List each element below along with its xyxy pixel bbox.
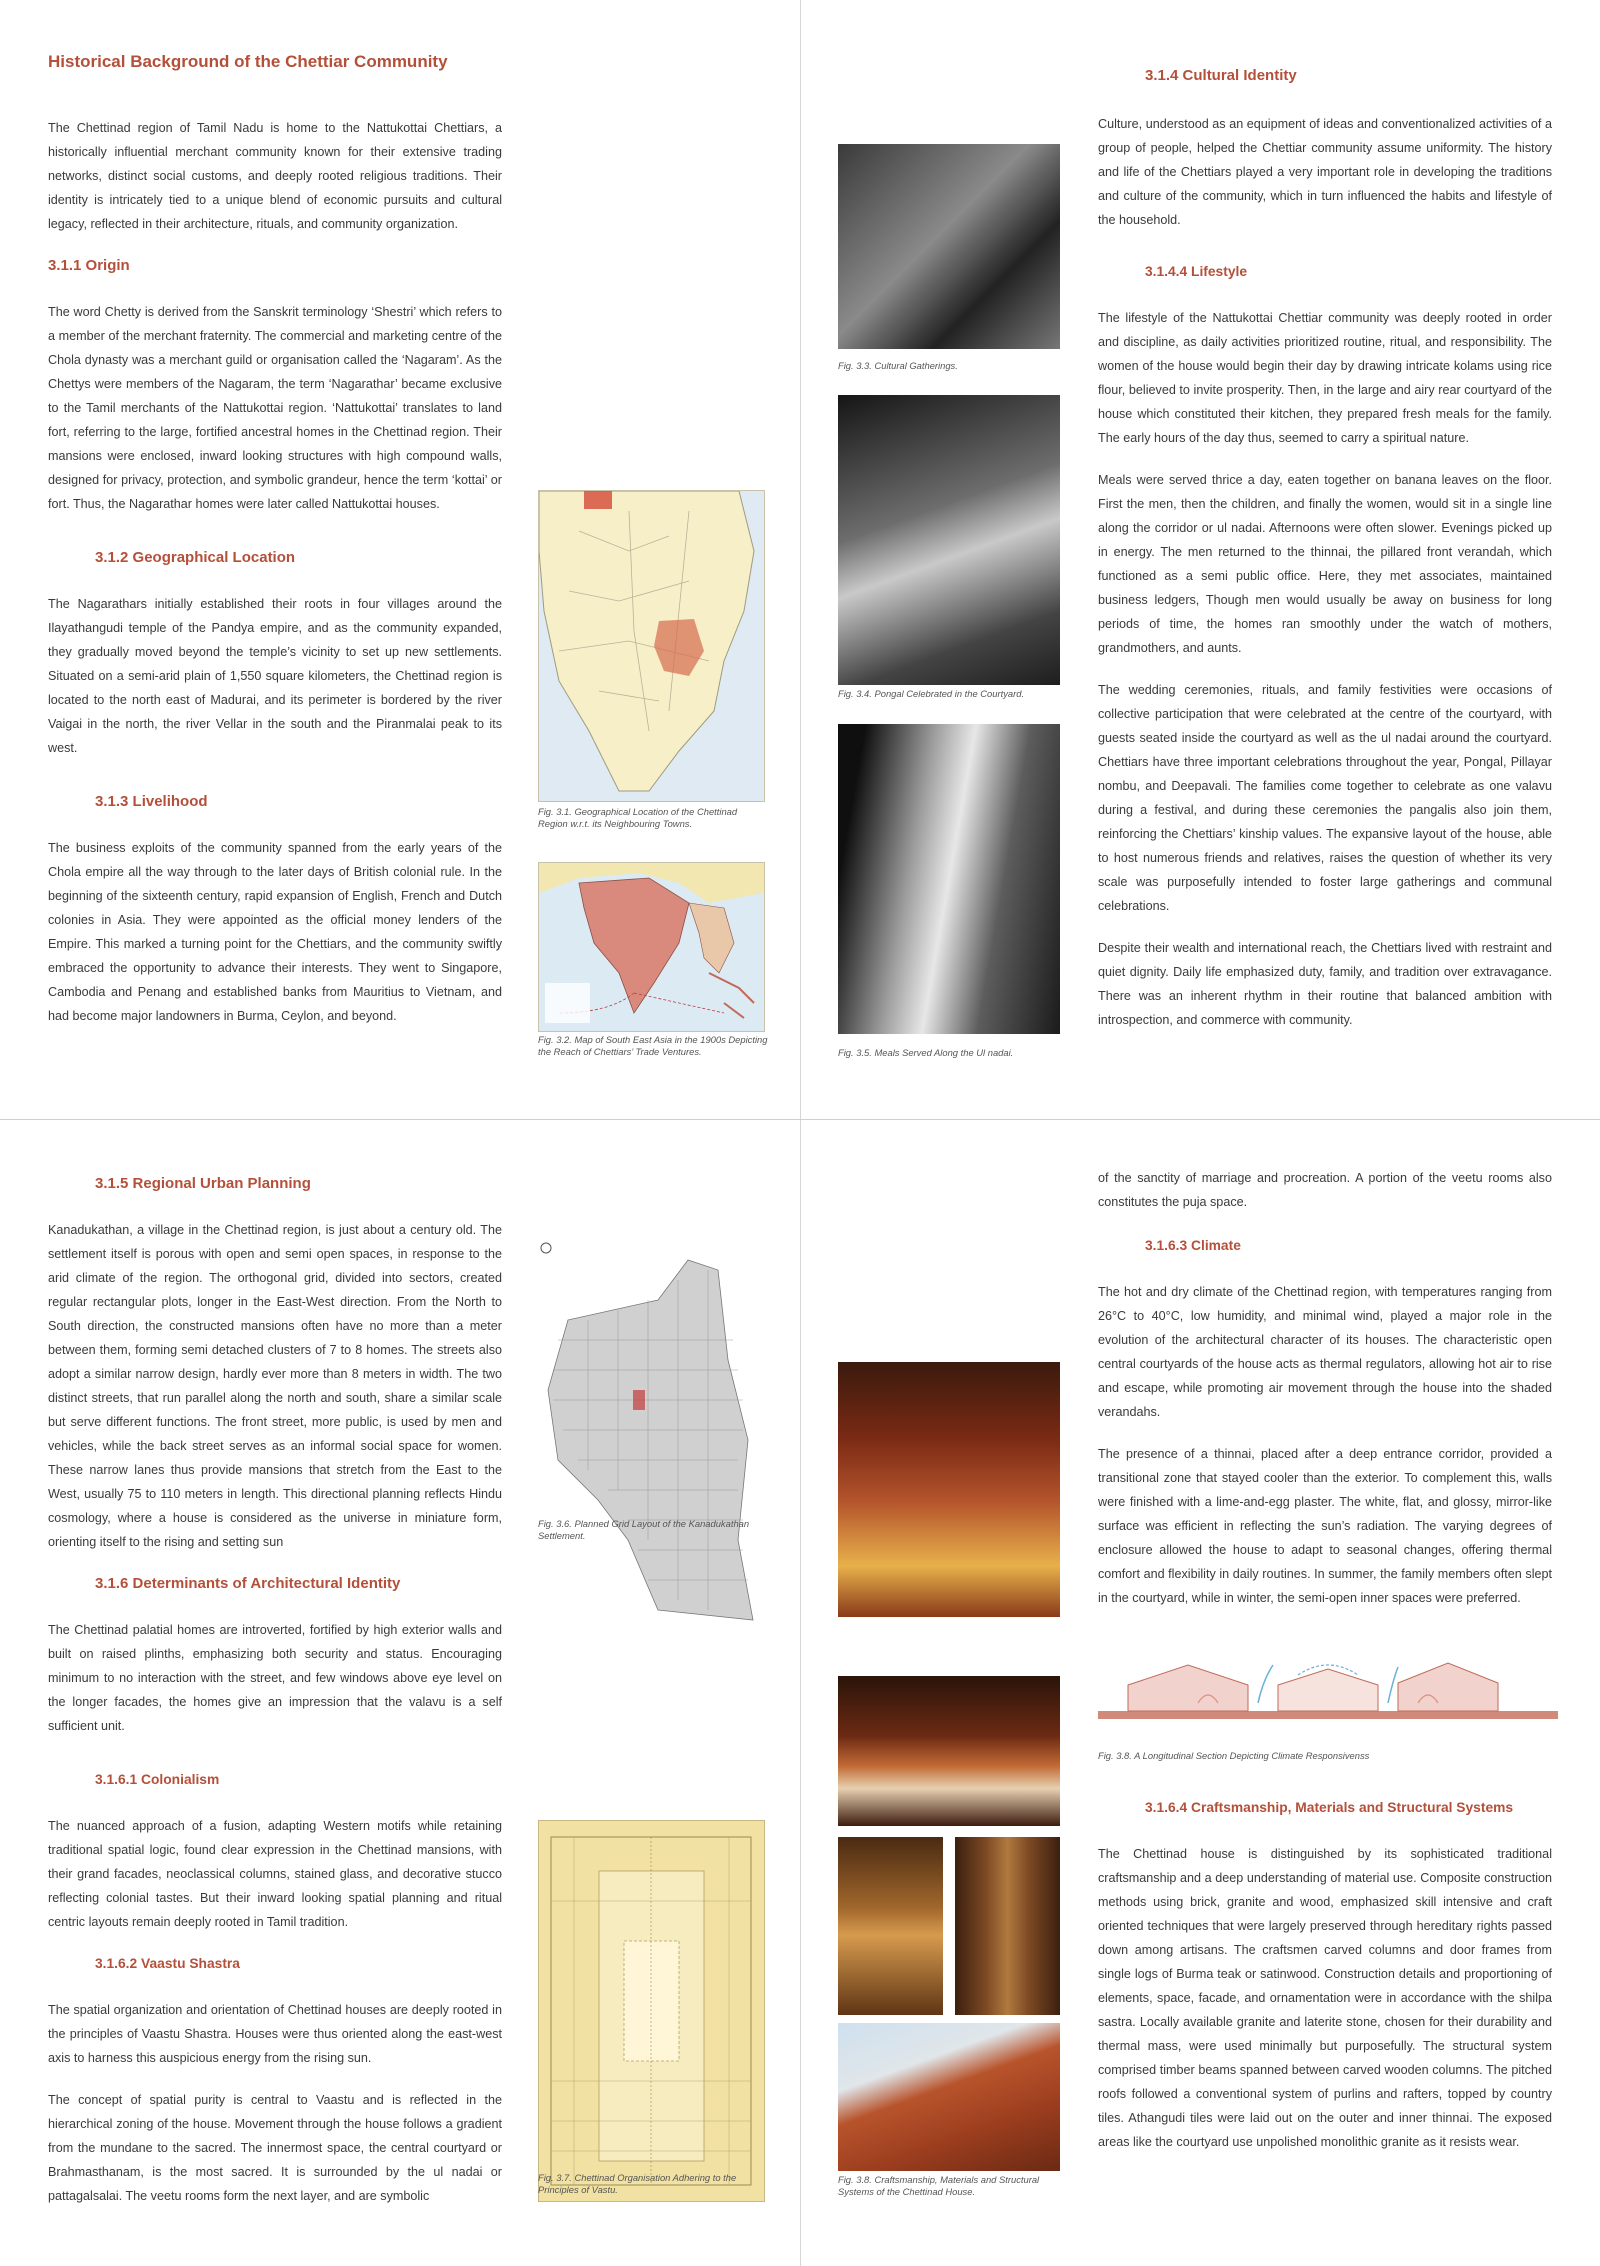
page3-column [48,1172,502,2226]
bottom-spread [0,1120,1600,2266]
fig31-caption: Fig. 3.1. Geographical Location of the Chettinad Region w.r.t. its Neighbouring Towns. [538,806,738,829]
lifestyle-paragraph-1: The lifestyle of the Nattukottai Chettiar community was deeply rooted in order and discipline, as daily activities prioritized routine, ritual, and responsibility. The women of the house would begin their day by drawing intricate kolams using rice flour, believed to invite prosperity. Then, in the large and airy rear courtyard of the house which constituted their kitchen, they prepared fresh meals for the family. The early hours of the day thus, seemed to carry a spiritual nature. [1098,311,1552,445]
fig34-caption: Fig. 3.4. Pongal Celebrated in the Courtyard. [838,688,1025,699]
carved-ceiling-photo [838,1837,943,2015]
climate-paragraph-1: The hot and dry climate of the Chettinad region, with temperatures ranging from 26°C to 40°C, low humidity, and minimal wind, played a major role in the evolution of the architectural character of its houses. The characteristic open central courtyards of the house acts as thermal regulators, allowing hot air to rise and escape, while promoting air movement through the house into the shaded verandahs. [1098,1285,1552,1419]
fig32-caption: Fig. 3.2. Map of South East Asia in the 1900s Depicting the Reach of Chettiars’ Trade Ventures. [538,1034,768,1057]
cultural-paragraph: Culture, understood as an equipment of ideas and conventionalized activities of a group of people, helped the Chettiar community assume uniformity. The history and life of the Chettiars played a very important role in developing the traditions and culture of the community, which in turn influenced the habits and lifestyle of the household. [1098,117,1552,227]
page4-column-lower [1098,1796,1552,2172]
page2-column [1098,64,1552,1050]
colonialism-paragraph: The nuanced approach of a fusion, adapting Western motifs while retaining traditional spatial logic, found clear expression in the Chettinad mansions, with their grand facades, neoclassical columns, stained glass, and decorative stucco reflecting colonial tastes. But their inward looking spatial planning and ritual centric layouts remain deeply rooted in Tamil tradition. [48,1819,502,1929]
colonialism-heading: 3.1.6.1 Colonialism [95,1772,220,1787]
fig38a-caption: Fig. 3.8. A Longitudinal Section Depicting Climate Responsivenss [1098,1750,1370,1761]
cultural-identity-heading: 3.1.4 Cultural Identity [1145,67,1297,84]
pongal-courtyard-photo [838,395,1060,685]
page1-column [48,116,502,1046]
carved-door-photo [955,1837,1060,2015]
climate-heading: 3.1.6.3 Climate [1145,1238,1241,1253]
origin-paragraph: The word Chetty is derived from the Sanskrit terminology ‘Shestri’ which refers to a member of the merchant fraternity. The commercial and marketing centre of the Chola dynasty was a merchant guild or organisation called the ‘Nagaram’. As the Chettys were members of the Nagaram, the term ‘Nagarathar’ became exclusive to the Tamil merchants of the Nattukottai region. ‘Nattukottai’ translates to land fort, referring to the large, fortified ancestral homes in the Chettinad region. Their mansions were enclosed, inward looking structures with high compound walls, designed for privacy, protection, and symbolic grandeur, hence the term ‘kottai’ or fort. Thus, the Nagarathar homes were later called Nattukottai houses. [48,305,502,511]
vaastu-heading: 3.1.6.2 Vaastu Shastra [95,1956,240,1971]
figure-3-7-vastu-plan [538,1820,765,2202]
vaastu-paragraph-1: The spatial organization and orientation of Chettinad houses are deeply rooted in the principles of Vaastu Shastra. Houses were thus oriented along the east-west axis to harness this auspicious energy from the rising sun. [48,2003,502,2065]
corridor-photo [838,1676,1060,1826]
veetu-continuation-paragraph: of the sanctity of marriage and procreation. A portion of the veetu rooms also constitutes the puja space. [1098,1171,1552,1209]
figure-3-6-settlement-plan [538,1240,763,1630]
fig33-caption: Fig. 3.3. Cultural Gatherings. [838,360,958,371]
lifestyle-paragraph-3: The wedding ceremonies, rituals, and family festivities were occasions of collective participation that were celebrated at the centre of the courtyard, with guests seated inside the courtyard as well as the ul nadai around the courtyard. Chettiars have three important celebrations throughout the year, Pongal, Pillayar nombu, and Deepavali. The families come together to celebrate as one valavu during a festival, and during these ceremonies the pangalis also join them, reinforcing the Chettiars’ kinship values. The expansive layout of the house, able to host numerous friends and relatives, raises the question of whether its very scale was purposefully intended to foster large gatherings and communal celebrations. [1098,683,1552,913]
spine-divider-bottom [800,1120,801,2266]
page4-column [1098,1166,1552,1628]
vastu-plan-graphic [539,1821,764,2201]
urban-planning-paragraph: Kanadukathan, a village in the Chettinad region, is just about a century old. The settlement itself is porous with open and semi open spaces, in response to the arid climate of the region. The orthogonal grid, divided into sectors, created regular rectangular plots, longer in the East-West direction. From the North to South direction, the constructed mansions often have no more than a meter between them, forming semi detached clusters of 7 to 8 homes. The streets also adopt a similar narrow design, hardly ever more than 8 meters in width. The two distinct streets, that run parallel along the north and south, share a similar scale but serve different functions. The front street, more public, is used by men and vehicles, while the back street serves as an informal social space for women. These narrow lanes thus provide mansions that stretch from the East to the West, usually 75 to 110 meters in length. This directional planning reflects Hindu cosmology, where a house is considered as the universe in miniature form, orienting itself to the rising and setting sun [48,1223,502,1549]
climate-section-graphic [1098,1655,1558,1730]
spine-divider [800,0,801,1120]
fig35-caption: Fig. 3.5. Meals Served Along the Ul nadai. [838,1047,1014,1058]
top-spread [0,0,1600,1120]
figure-3-8-section [1098,1655,1558,1730]
south-east-asia-map-graphic [539,863,764,1031]
fig37-caption: Fig. 3.7. Chettinad Organisation Adhering to the Principles of Vastu. [538,2172,737,2195]
livelihood-paragraph: The business exploits of the community spanned from the early years of the Chola empire all the way through to the later days of British colonial rule. In the beginning of the sixteenth century, rapid expansion of English, French and Dutch colonies in Asia. They were appointed as the official money lenders of the Empire. This marked a turning point for the Chettiars, and the community swiftly embraced the opportunity to advance their interests. They went to Singapore, Cambodia and Penang and established banks from Mauritius to Vietnam, and had become major landowners in Burma, Ceylon, and beyond. [48,841,502,1023]
courtyard-pillars-photo [838,1362,1060,1617]
geo-paragraph: The Nagarathars initially established their roots in four villages around the Ilayathangudi temple of the Pandya empire, and as the community expanded, they gradually moved beyond the temple’s vicinity to set up new settlements. Situated on a semi-arid plain of 1,550 square kilometers, the Chettinad region is located to the north east of Madurai, and its perimeter is bordered by the river Vaigai in the north, the river Vellar in the south and the Piranmalai peak to its west. [48,597,502,755]
craftsmanship-heading: 3.1.6.4 Craftsmanship, Materials and Structural Systems [1145,1800,1514,1815]
vaastu-paragraph-2: The concept of spatial purity is central to Vaastu and is reflected in the hierarchical zoning of the house. Movement through the house follows a gradient from the mundane to the sacred. The innermost space, the central courtyard or Brahmasthanam, is the most sacred. It is surrounded by the ul nadai or pattagalsalai. The veetu rooms form the next layer, and are symbolic [48,2093,502,2203]
meals-ul-nadai-photo [838,724,1060,1034]
craftsmanship-paragraph: The Chettinad house is distinguished by its sophisticated traditional craftsmanship and a deep understanding of material use. Composite construction methods using brick, granite and wood, emphasized skill intensive and craft oriented techniques that were largely preserved through hereditary rights passed down among artisans. The craftsmen carved columns and door frames from single logs of Burma teak or satinwood. Construction details and proportioning of elements, space, facade, and ornamentation were in accordance with the shilpa sastra. Locally available granite and laterite stone, chosen for their durability and thermal mass, were used minimally but purposefully. The structural system comprised timber beams spanned between carved wooden columns. The pitched roofs followed a conventional system of purlins and rafters, topped by country tiles. Athangudi tiles were laid out on the outer and inner thinnai. The exposed areas like the courtyard use unpolished monolithic granite as it resists wear. [1098,1847,1552,2149]
figure-3-2-map [538,862,765,1032]
lifestyle-paragraph-4: Despite their wealth and international reach, the Chettiars lived with restraint and quiet dignity. Daily life emphasized duty, family, and tradition over extravagance. There was an inherent rhythm in their routine that balanced ambition with introspection, and commerce with community. [1098,941,1552,1027]
lifestyle-paragraph-2: Meals were served thrice a day, eaten together on banana leaves on the floor. First the men, then the children, and finally the women, would sit in a single line along the corridor or ul nadai. Afternoons were often slower. Evenings picked up in energy. The men returned to the thinnai, the pillared front verandah, which functioned as a semi public office. Here, they met associates, maintained business ledgers, Though men would usually be away on business for long periods of time, the homes ran smoothly under the watch of mothers, grandmothers, and aunts. [1098,473,1552,655]
determinants-heading: 3.1.6 Determinants of Architectural Identity [95,1575,401,1592]
cultural-gatherings-photo [838,144,1060,349]
origin-heading: 3.1.1 Origin [48,257,130,274]
tiled-roof-photo [838,2023,1060,2171]
climate-paragraph-2: The presence of a thinnai, placed after a deep entrance corridor, provided a transitional zone that stayed cooler than the exterior. To complement this, walls were finished with a lime-and-egg plaster. The white, flat, and glossy, mirror-like surface was efficient in reflecting the sun’s radiation. The varying degrees of enclosure allowed the house to adapt to seasonal changes, offering thermal comfort and flexibility in daily routines. In summer, the family members often slept in the courtyard, while in winter, the semi-open inner spaces were preferred. [1098,1447,1552,1605]
fig38b-caption: Fig. 3.8. Craftsmanship, Materials and Structural Systems of the Chettinad House. [838,2174,1040,2197]
page-title: Historical Background of the Chettiar Community [48,52,448,71]
geo-heading: 3.1.2 Geographical Location [95,549,296,566]
urban-planning-heading: 3.1.5 Regional Urban Planning [95,1175,311,1192]
livelihood-heading: 3.1.3 Livelihood [95,793,208,810]
tamil-nadu-map-graphic [539,491,764,801]
lifestyle-heading: 3.1.4.4 Lifestyle [1145,264,1248,279]
determinants-paragraph: The Chettinad palatial homes are introverted, fortified by high exterior walls and built on raised plinths, emphasizing both security and status. Encouraging minimum to no interaction with the street, and few windows above eye level on the longer facades, the homes give an impression that the valavu is a self sufficient unit. [48,1623,502,1733]
fig36-caption: Fig. 3.6. Planned Grid Layout of the Kanadukathan Settlement. [538,1518,750,1541]
figure-3-1-map [538,490,765,802]
settlement-grid-graphic [538,1240,763,1630]
intro-paragraph: The Chettinad region of Tamil Nadu is home to the Nattukottai Chettiars, a historically influential merchant community known for their extensive trading networks, distinct social customs, and deeply rooted religious traditions. Their identity is intricately tied to a unique blend of economic pursuits and cultural legacy, reflected in their architecture, rituals, and community organization. [48,121,502,231]
